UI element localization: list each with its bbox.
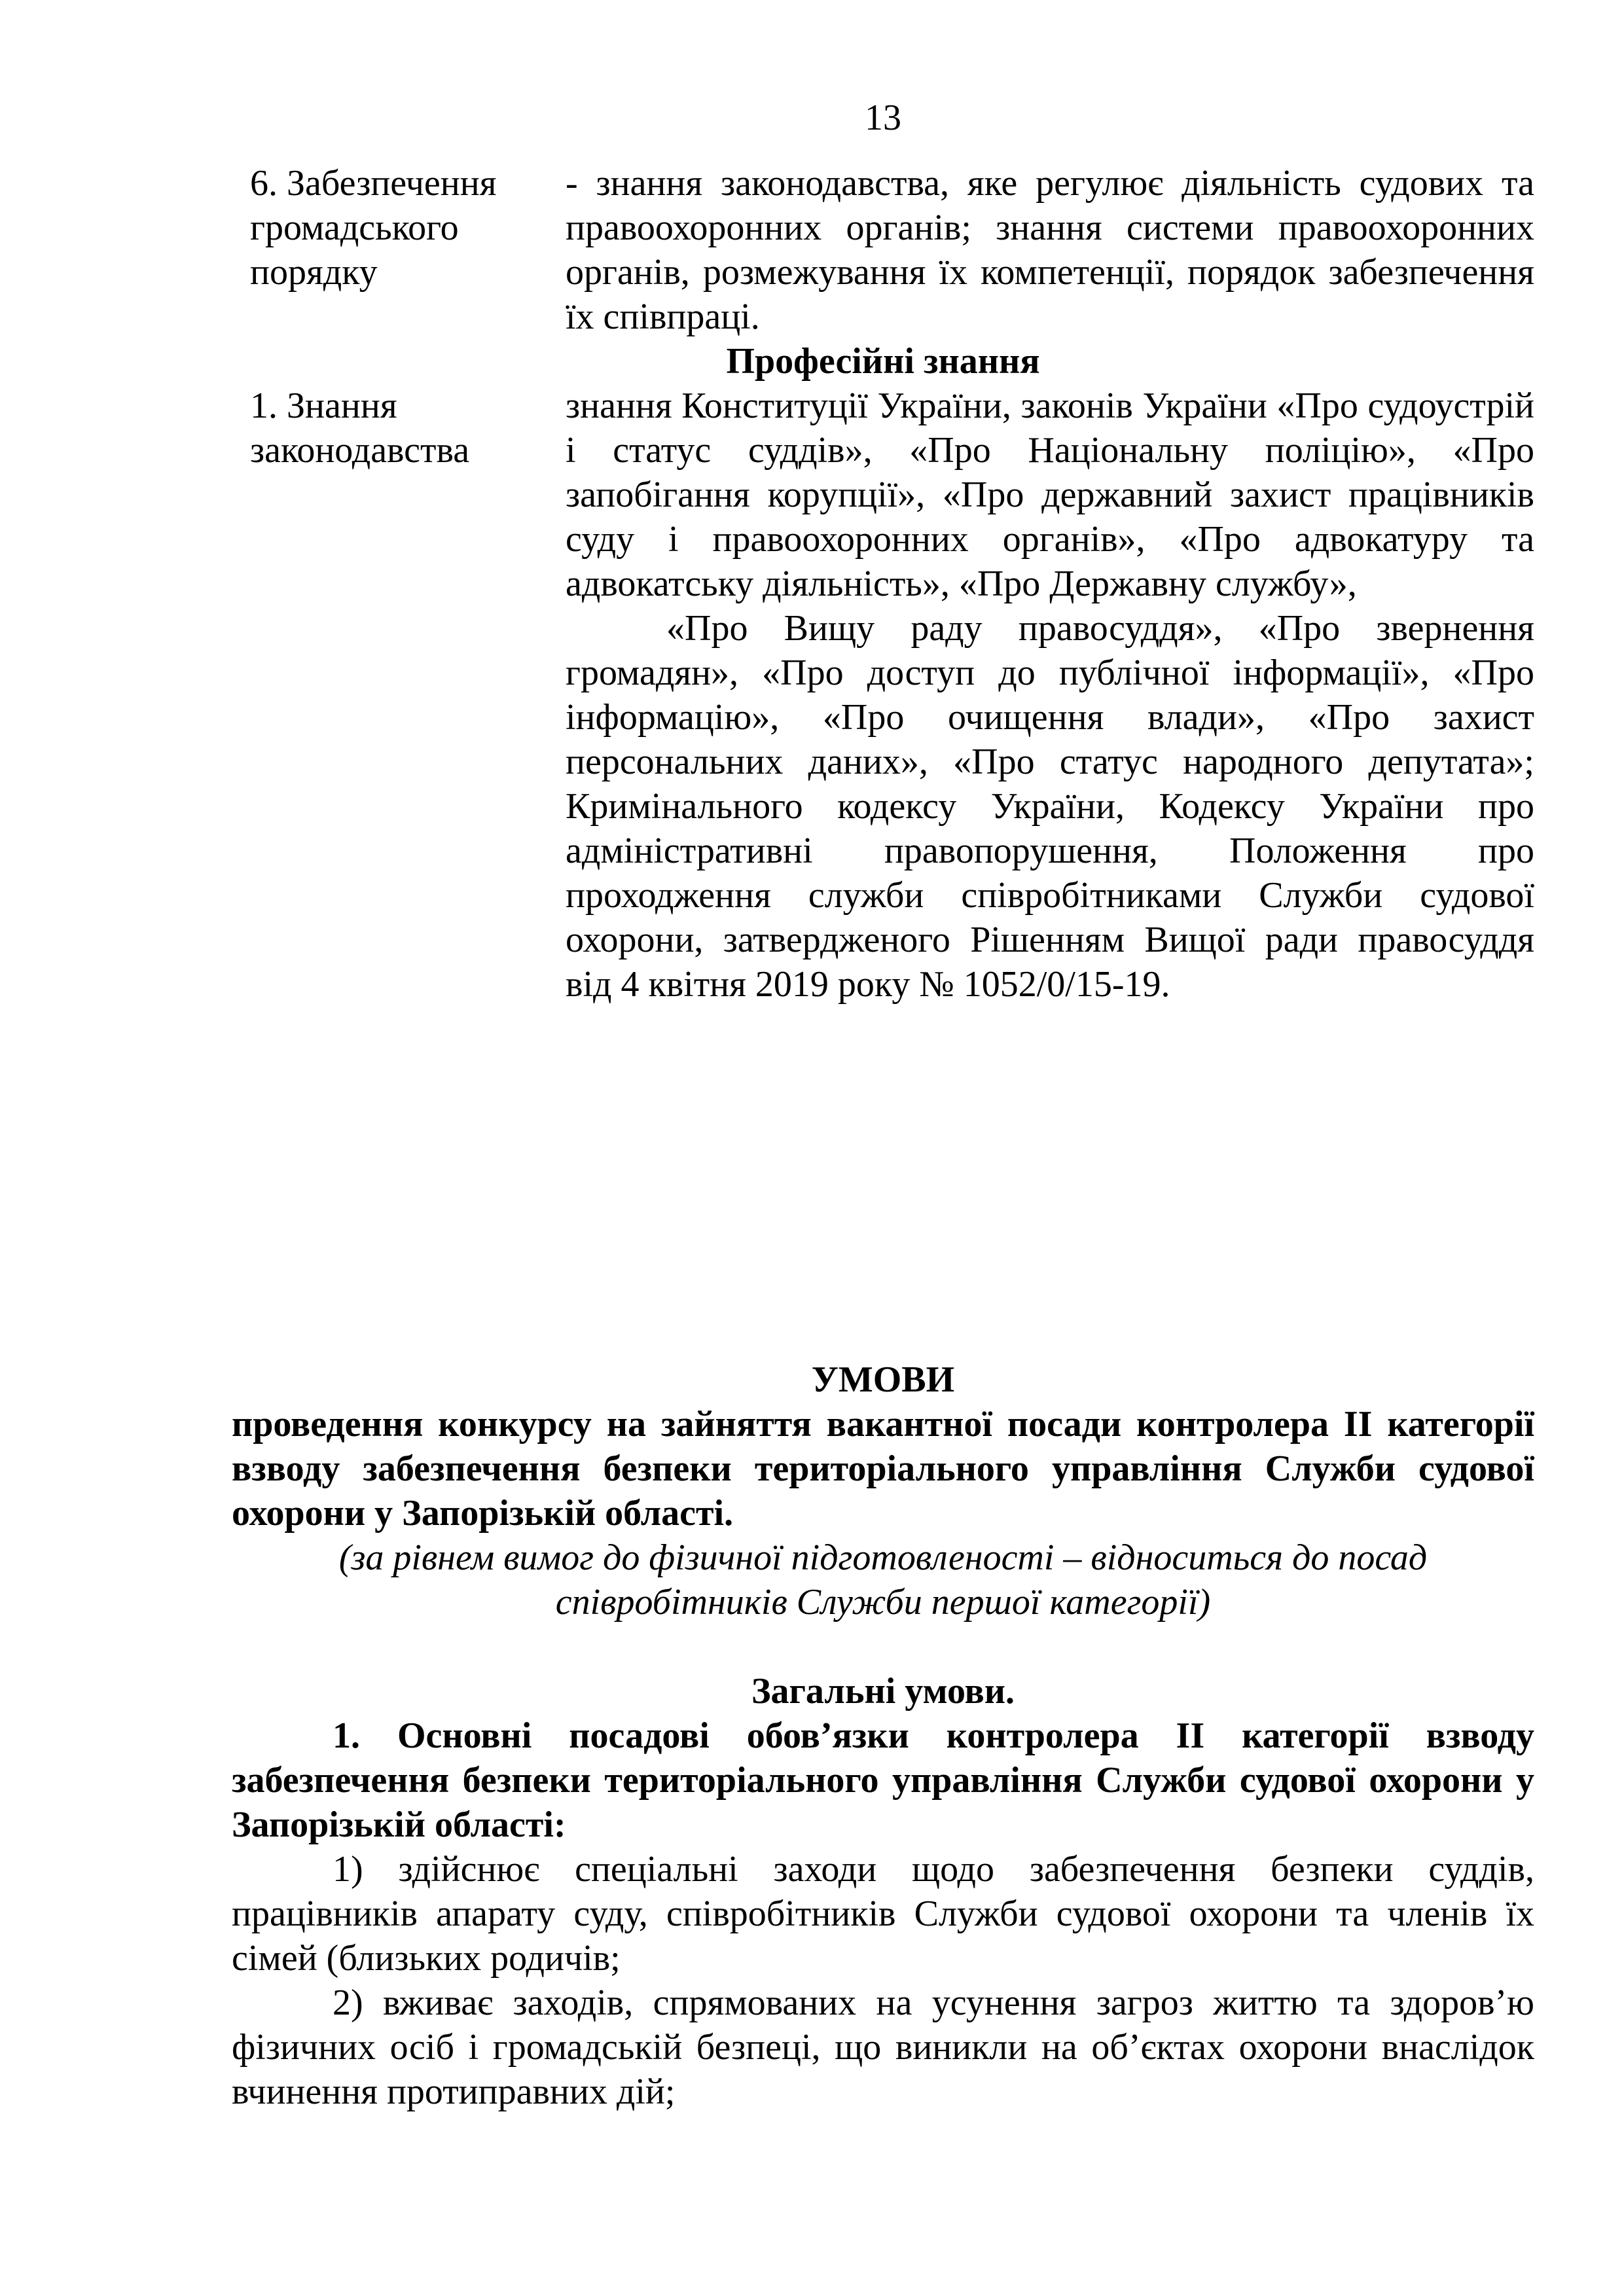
criterion-label-legislation: 1. Знання законодавства [250,386,470,471]
duty-item-2: 2) вживає заходів, спрямованих на усунення загроз життю та здоров’ю фізичних осіб і громадській безпеці, що виникли на об’єктах охорони внаслідок вчинення протиправних дій; [232,1982,1534,2112]
professional-knowledge-header: Професійні знання [726,341,1040,382]
conditions-subtitle: проведення конкурсу на зайняття вакантної посади контролера ІІ категорії взводу забезпечення безпеки територіального управління Служби судової охорони у Запорізькій області. [232,1404,1534,1534]
duties-intro: 1. Основні посадові обов’язки контролера ІІ категорії взводу забезпечення безпеки територіального управління Служби судової охорони у Запорізькій області: [232,1715,1534,1845]
physical-requirements-note: (за рівнем вимог до фізичної підготовленості – відноситься до посад співробітників Служби першої категорії) [338,1537,1428,1623]
conditions-section [232,1357,1534,2114]
criterion-text-public-order: - знання законодавства, яке регулює діяльність судових та правоохоронних органів; знання системи правоохоронних органів, розмежування їх компетенції, порядок забезпечення їх співпраці. [566,163,1534,337]
legislation-paragraph-2: «Про Вищу раду правосуддя», «Про звернення громадян», «Про доступ до публічної інформації», «Про інформацію», «Про очищення влади», «Про захист персональних даних», «Про статус народного депутата»; Кримінального кодексу України, Кодексу України про адміністративні правопорушення, Положення про проходження служби співробітниками Служби судової охорони, затвердженого Рішенням Вищої ради правосуддя від 4 квітня 2019 року № 1052/0/15-19. [566,608,1534,1005]
page-number: 13 [865,98,901,138]
general-conditions-header: Загальні умови. [751,1671,1015,1712]
duty-item-1: 1) здійснює спеціальні заходи щодо забезпечення безпеки суддів, працівників апарату суду, співробітників Служби судової охорони та членів їх сімей (близьких родичів; [232,1849,1534,1979]
conditions-title: УМОВИ [811,1359,955,1400]
legislation-paragraph-1: знання Конституції України, законів України «Про судоустрій і статус суддів», «Про Національну поліцію», «Про запобігання корупції», «Про державний захист працівників суду і правоохоронних органів», «Про адвокатуру та адвокатську діяльність», «Про Державну службу», [566,386,1534,604]
criterion-text-legislation [566,384,1534,1007]
criterion-label-public-order: 6. Забезпечення громадського порядку [250,163,497,293]
